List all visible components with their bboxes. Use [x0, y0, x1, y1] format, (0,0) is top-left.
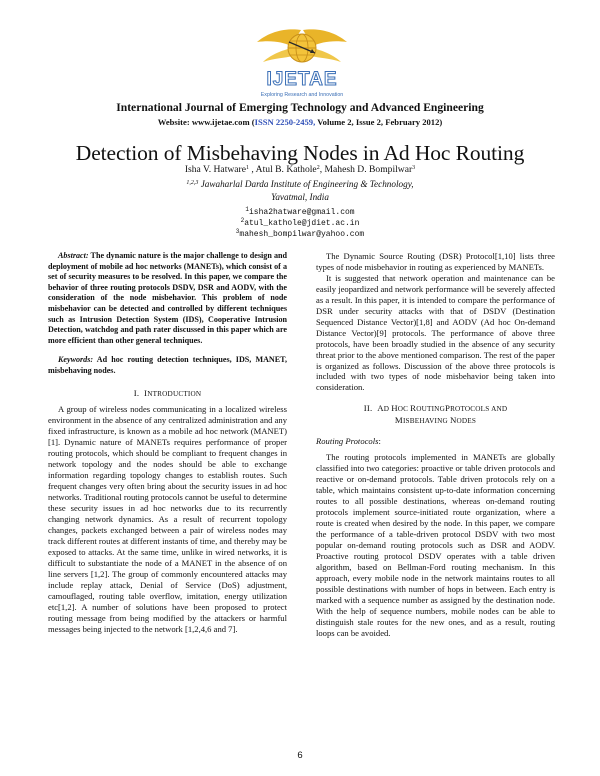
- email-line[interactable]: [0, 227, 600, 241]
- author-name: Atul B. Kathole: [255, 164, 317, 175]
- email-address[interactable]: isha2hatware@gmail.com: [248, 208, 355, 217]
- journal-logo: [249, 22, 355, 102]
- section-2-heading: [316, 403, 555, 415]
- section-2-numeral: II.: [363, 403, 373, 414]
- journal-name: International Journal of Emerging Technology and Advanced Engineering: [116, 101, 484, 114]
- website-prefix: Website: www.ijetae.com (: [157, 117, 255, 127]
- email-sup: 3: [235, 227, 240, 235]
- author-sup: 1: [246, 165, 249, 171]
- heading-rest: ODES: [456, 417, 477, 426]
- heading-rest: OC: [397, 405, 411, 414]
- keywords-label: Keywords:: [58, 355, 94, 365]
- author-list: Isha V. Hatware$^1$ , Atul B. Kathole$^2$, Mahesh D. Bompilwar$^3$: [184, 164, 416, 175]
- heading-cap: N: [449, 415, 457, 426]
- subheading-text: Routing Protocols: [316, 436, 379, 447]
- keywords: [48, 355, 287, 376]
- heading-rest: D: [383, 405, 392, 414]
- section-2-heading-line-2: [316, 415, 555, 427]
- heading-cap: M: [394, 415, 403, 426]
- author-sup: 2: [316, 165, 320, 171]
- routing-protocols-subheading: [316, 436, 555, 447]
- affiliation-sup: 1,2,3: [186, 180, 199, 186]
- abstract-label: Abstract:: [58, 251, 89, 260]
- issn-link[interactable]: ISSN 2250-2459,: [254, 117, 316, 127]
- paper-title: Detection of Misbehaving Nodes in Ad Hoc Routing: [75, 141, 525, 165]
- keywords-text: Ad hoc routing detection techniques, IDS, MANET, misbehaving nodes.: [48, 355, 287, 375]
- email-line[interactable]: [0, 208, 600, 219]
- page-number: 6: [297, 750, 303, 761]
- heading-rest: ROTOCOLS AND: [450, 405, 508, 414]
- section-1-heading: [48, 388, 287, 400]
- heading-cap: P: [444, 403, 451, 414]
- email-line[interactable]: [0, 216, 600, 230]
- email-address[interactable]: mahesh_bompilwar@yahoo.com: [239, 229, 365, 239]
- section-1-title-rest: NTRODUCTION: [147, 389, 202, 398]
- section-1-numeral: I.: [133, 387, 140, 398]
- affiliation: [0, 178, 600, 203]
- right-column: [316, 251, 555, 638]
- email-address[interactable]: atul_kathole@jdiet.ac.in: [244, 218, 360, 228]
- abstract-text: The dynamic nature is the major challenge to design and deployment of mobile ad hoc networks (MANETs), which consist of a set of security measures to be resolved. In this paper, we compare the behavior of three routing protocols DSDV, DSR and AODV, with the consideration of the node misbehavior. This problem of node misbehavior can be detected and controlled by different techniques such as Intrusion Detection System (IDS), Cooperative Intrusion Detection, watchdog and path rater discussed in this paper which are more efficient than other general techniques.: [48, 251, 287, 345]
- logo-text: IJETAE: [266, 69, 338, 90]
- affiliation-line-1: Jawaharlal Darda Institute of Engineering & Technology,: [198, 179, 414, 189]
- website-suffix: Volume 2, Issue 2, February 2012): [315, 117, 443, 127]
- heading-cap: H: [391, 403, 398, 414]
- intro-paragraph: A group of wireless nodes communicating in a localized wireless environment in the absence of any centralized administration and any fixed infrastructure, is known as a mobile ad hoc network (MANET) [1]. Dynamic nature of MANETs requires performance of proper routing protocols, which should be compliant to frequent changes in network topology and the nodes should be able to exchange information regarding topology changes to establish routes. Such frequent changes very often bring about the security issues in ad hoc networks. Traditional routing protocols cannot be useful to determine these security issues in ad hoc networks due to its recurrently changing network dynamics. As a result of recurrent topology changes, packets exchanged between a pair of wireless nodes may track different routes at different instants of time, and thereby may be exposed to attacks. At the same time, unlike in wired networks, it is difficult to substantiate the node of a MANET in the absence of on line servers [1,2]. The group of commonly encountered attacks may include replay attack, Denial of Service (DoS) adjustment, camouflaged, routing table overflow, imitation, energy utilization etc[1,2]. A number of solutions have been proposed to protect routing message from being modified by the attackers or harmful messages being injected to the network [1,2,4,6 and 7].: [48, 404, 287, 634]
- routing-paragraph: The routing protocols implemented in MANETs are globally classified into two categories: proactive or table driven protocols and reactive or on-demand protocols. Table driven protocols rely on a table, which maintains consistent up-to-date information concerning routes to all possible destinations, whereas on-demand routing protocols implement source-initiated route organization, where a route is created when desired by the node. In this paper, we compare the performance of a table-driven protocol DSDV with two most popular on-demand routing protocols such as DSR and AODV. Proactive routing protocol DSDV operates with a table driven algorithm, based on Bellman-Ford routing mechanism. In this approach, every mobile node in the network maintains routes to all possible destinations with number of hops in between. Each entry is marked with a sequence number as assigned by the destination node. With the help of sequence numbers, mobile nodes can be able to distinguish stale routes for the new ones, and as a result, routing loops can be avoided.: [316, 452, 555, 638]
- email-sup: 1: [245, 206, 249, 213]
- abstract: [48, 251, 287, 346]
- affiliation-line-2: Yavatmal, India: [271, 191, 329, 202]
- author-sup: 3: [412, 165, 416, 171]
- subheading-colon: :: [378, 436, 381, 447]
- email-list: [0, 208, 600, 240]
- left-column: [48, 251, 287, 635]
- journal-website-line: [0, 117, 600, 127]
- dsr-paragraph: The Dynamic Source Routing (DSR) Protocol[1,10] lists three types of node misbehavior in routing as experienced by MANETs.: [316, 251, 555, 272]
- heading-cap: R: [410, 403, 417, 414]
- logo-tagline: Exploring Research and Innovation: [260, 92, 344, 98]
- heading-rest: OUTING: [416, 405, 445, 414]
- comparison-paragraph: It is suggested that network operation and maintenance can be easily jeopardized and network performance will be severely affected as a result. In this paper, it is intended to compare the performance of DSR under security attacks with that of DSDV (Destination Sequenced Distance Vector)[1,8] and AODV (Ad hoc On-demand Distance Vector)[9] protocols. The performance of above three protocols, have been broadly studied in the absence of any security threat prior to the above mentioned comparison. The rest of the paper is organized as follows. Discussion of the above three protocols is included with two types of node misbehavior being taken into consideration.: [316, 272, 555, 393]
- heading-rest: ISBEHAVING: [402, 417, 450, 426]
- author-name: Isha V. Hatware: [184, 164, 246, 175]
- section-1-title-cap: I: [144, 387, 148, 398]
- heading-cap: A: [377, 403, 384, 414]
- globe-with-wings-icon: [257, 29, 347, 62]
- author-name: Mahesh D. Bompilwar: [324, 164, 413, 175]
- email-sup: 2: [240, 216, 245, 224]
